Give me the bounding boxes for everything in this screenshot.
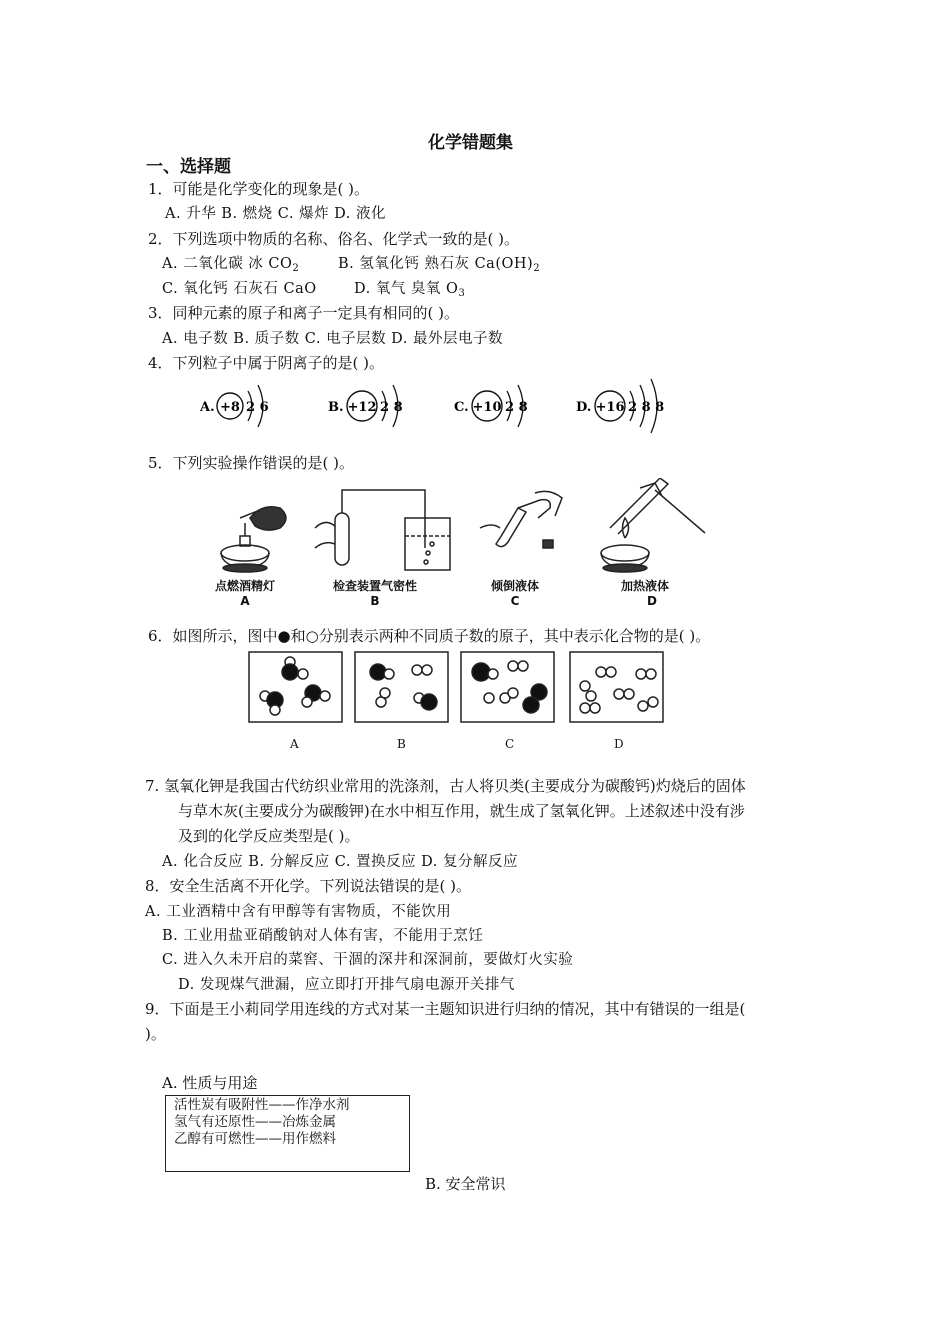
question-8-option-a: A. 工业酒精中含有甲醇等有害物质，不能饮用	[145, 904, 452, 920]
question-5-stem: 5．下列实验操作错误的是( )。	[148, 454, 355, 472]
question-7-line-1: 7. 氢氧化钾是我国古代纺织业常用的洗涤剂，古人将贝类(主要成分为碳酸钙)灼烧后的固体	[145, 777, 746, 795]
caption-d: 加热液体	[620, 579, 669, 593]
question-9-line-1: 9．下面是王小莉同学用连线的方式对某一主题知识进行归纳的情况，其中有错误的一组是(	[145, 1000, 746, 1018]
question-9-line-2: )。	[145, 1025, 166, 1043]
atom-diagram-a	[199, 385, 269, 427]
group-a-line-1: 活性炭有吸附性——作净水剂	[174, 1097, 350, 1113]
question-8-option-c: C. 进入久未开启的菜窖、干涸的深井和深洞前，要做灯火实验	[162, 952, 574, 968]
question-7-line-3: 及到的化学反应类型是( )。	[178, 827, 360, 845]
question-4-stem: 4．下列粒子中属于阴离子的是( )。	[148, 354, 385, 372]
question-6-stem: 6．如图所示，图中●和○分别表示两种不同质子数的原子，其中表示化合物的是( )。	[148, 627, 711, 645]
lab-operation-illustrations	[200, 478, 730, 578]
letter-d: D	[647, 594, 657, 608]
atom-c-shells: 2 8	[505, 400, 528, 415]
heating-liquid-illustration	[601, 478, 705, 572]
molecule-box-d	[570, 652, 663, 722]
atom-diagram-c	[454, 385, 528, 427]
caption-a: 点燃酒精灯	[214, 579, 275, 593]
atom-c-nucleus: +10	[472, 400, 502, 415]
question-3-stem: 3．同种元素的原子和离子一定具有相同的( )。	[148, 304, 460, 322]
question-2-option-b: B. 氢氧化钙 熟石灰 $Ca(OH)_2$	[338, 256, 541, 274]
atom-d-shells: 2 8 8	[628, 400, 665, 415]
question-2-option-d: D. 氧气 臭氧 $O_3$	[354, 281, 466, 299]
alcohol-lamp-illustration	[221, 507, 286, 572]
atom-a-nucleus: +8	[220, 400, 240, 415]
letter-c: C	[510, 594, 520, 608]
q6-letter-a: A	[290, 737, 299, 751]
group-a-line-3: 乙醇有可燃性——用作燃料	[174, 1131, 336, 1147]
atom-a-shells: 2 6	[246, 400, 269, 415]
molecule-box-c	[461, 652, 554, 722]
atom-a-label: A.	[200, 400, 215, 415]
question-7-line-2: 与草木灰(主要成分为碳酸钾)在水中相互作用，就生成了氢氧化钾。上述叙述中没有涉	[178, 802, 745, 820]
section-heading: 一、选择题	[146, 157, 231, 177]
question-8-option-b: B. 工业用盐亚硝酸钠对人体有害，不能用于烹饪	[162, 928, 484, 944]
q6-letter-d: D	[614, 737, 624, 751]
question-2-stem: 2．下列选项中物质的名称、俗名、化学式一致的是( )。	[148, 230, 520, 248]
pouring-liquid-illustration	[480, 491, 562, 548]
atom-b-label: B.	[328, 400, 344, 415]
question-2-option-c: C. 氧化钙 石灰石 CaO	[162, 281, 317, 297]
group-a-box	[165, 1095, 410, 1172]
group-a-line-2: 氢气有还原性——冶炼金属	[174, 1114, 336, 1130]
letter-b: B	[370, 594, 380, 608]
q6-letter-b: B	[397, 737, 406, 751]
atom-b-shells: 2 8	[380, 400, 403, 415]
molecule-boxes	[245, 650, 675, 760]
molecule-box-b	[355, 652, 448, 722]
molecule-box-a	[249, 652, 342, 722]
atom-d-label: D.	[576, 400, 592, 415]
group-a-title: A. 性质与用途	[162, 1074, 258, 1092]
airtightness-check-illustration	[315, 490, 450, 570]
letter-a: A	[240, 594, 250, 608]
question-7-options: A. 化合反应 B. 分解反应 C. 置换反应 D. 复分解反应	[162, 854, 519, 870]
q6-letter-c: C	[505, 737, 515, 751]
question-1-stem: 1．可能是化学变化的现象是( )。	[148, 180, 370, 198]
atom-c-label: C.	[454, 400, 469, 415]
question-1-options: A. 升华 B. 燃烧 C. 爆炸 D. 液化	[165, 206, 387, 222]
group-b-title: B. 安全常识	[425, 1175, 506, 1193]
question-8-stem: 8．安全生活离不开化学。下列说法错误的是( )。	[145, 877, 472, 895]
atom-diagram-b	[328, 385, 403, 427]
question-2-option-a: A. 二氧化碳 冰 $CO_2$	[162, 256, 300, 274]
atom-d-nucleus: +16	[595, 400, 625, 415]
caption-c: 倾倒液体	[490, 579, 539, 593]
page-title: 化学错题集	[428, 133, 513, 153]
atom-b-nucleus: +12	[347, 400, 377, 415]
question-8-option-d: D. 发现煤气泄漏，应立即打开排气扇电源开关排气	[178, 977, 515, 993]
question-3-options: A. 电子数 B. 质子数 C. 电子层数 D. 最外层电子数	[162, 331, 504, 347]
caption-b: 检查装置气密性	[332, 579, 417, 593]
atom-diagram-d	[576, 379, 664, 433]
atom-structure-diagrams	[190, 375, 690, 440]
